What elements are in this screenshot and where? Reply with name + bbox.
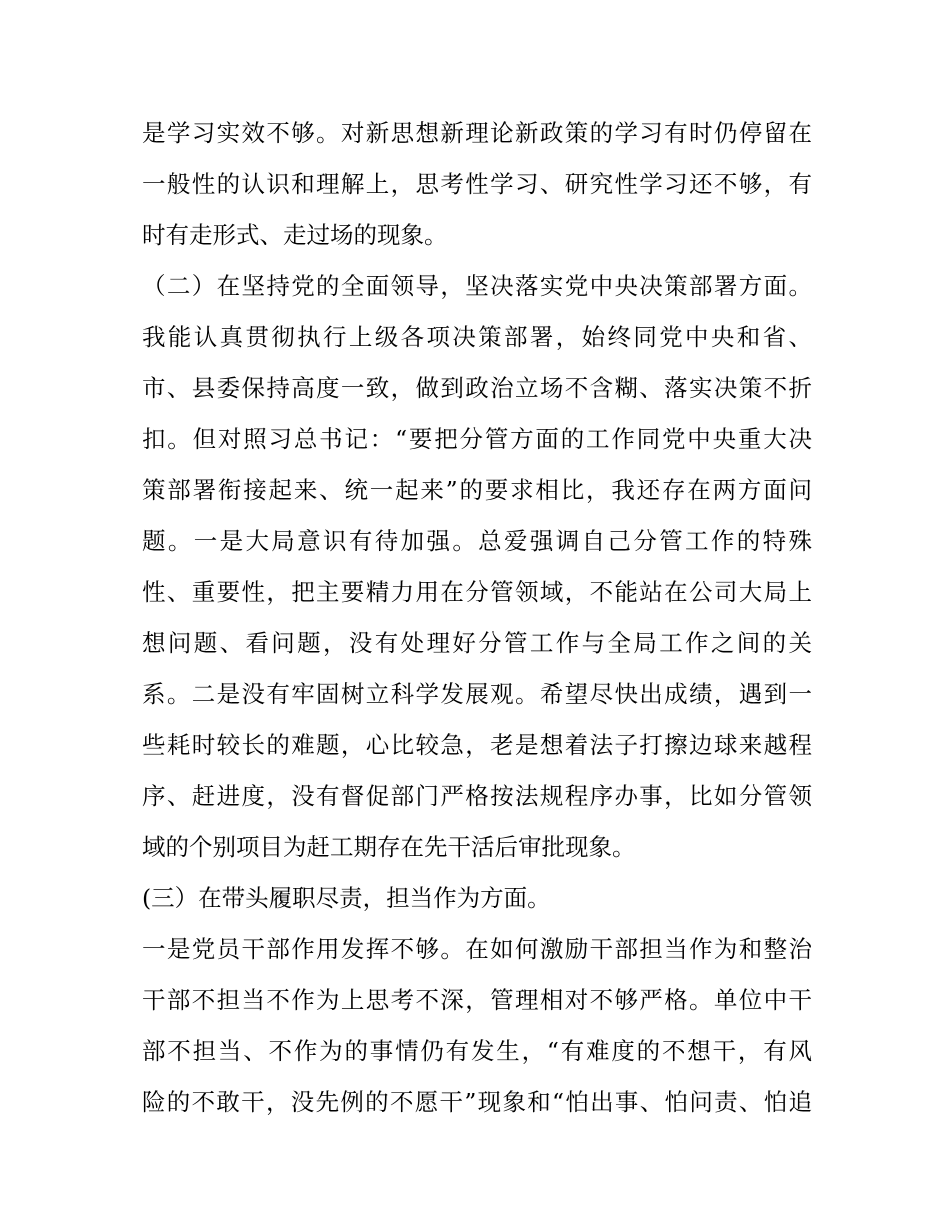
section-heading: (三）在带头履职尽责，担当作为方面。: [142, 884, 551, 912]
text-line: 序、赶进度，没有督促部门严格按法规程序办事，比如分管领: [142, 782, 812, 810]
text-line: 域的个别项目为赶工期存在先干活后审批现象。: [142, 833, 636, 861]
text-line: 一是党员干部作用发挥不够。在如何激励干部担当作为和整治: [142, 935, 812, 963]
text-line: 干部不担当不作为上思考不深，管理相对不够严格。单位中干: [142, 986, 812, 1014]
document-body-text: [142, 108, 812, 1128]
section-heading: （二）在坚持党的全面领导，坚决落实党中央决策部署方面。: [142, 272, 812, 300]
text-line: 题。一是大局意识有待加强。总爱强调自己分管工作的特殊: [142, 527, 812, 555]
text-line: 一般性的认识和理解上，思考性学习、研究性学习还不够，有: [142, 170, 812, 198]
text-line: 扣。但对照习总书记：“要把分管方面的工作同党中央重大决: [142, 425, 812, 453]
text-line: 时有走形式、走过场的现象。: [142, 221, 448, 249]
text-line: 市、县委保持高度一致，做到政治立场不含糊、落实决策不折: [142, 374, 812, 402]
text-line: 些耗时较长的难题，心比较急，老是想着法子打擦边球来越程: [142, 731, 812, 759]
text-line: 部不担当、不作为的事情仍有发生，“有难度的不想干，有风: [142, 1037, 812, 1065]
text-line: 我能认真贯彻执行上级各项决策部署，始终同党中央和省、: [142, 323, 812, 351]
text-line: 系。二是没有牢固树立科学发展观。希望尽快出成绩，遇到一: [142, 680, 812, 708]
text-line: 性、重要性，把主要精力用在分管领域，不能站在公司大局上: [142, 578, 812, 606]
text-line: 策部署衔接起来、统一起来”的要求相比，我还存在两方面问: [142, 476, 812, 504]
text-line: 想问题、看问题，没有处理好分管工作与全局工作之间的关: [142, 629, 812, 657]
text-line: 是学习实效不够。对新思想新理论新政策的学习有时仍停留在: [142, 119, 812, 147]
text-line: 险的不敢干，没先例的不愿干”现象和“怕出事、怕问责、怕追: [142, 1088, 812, 1116]
